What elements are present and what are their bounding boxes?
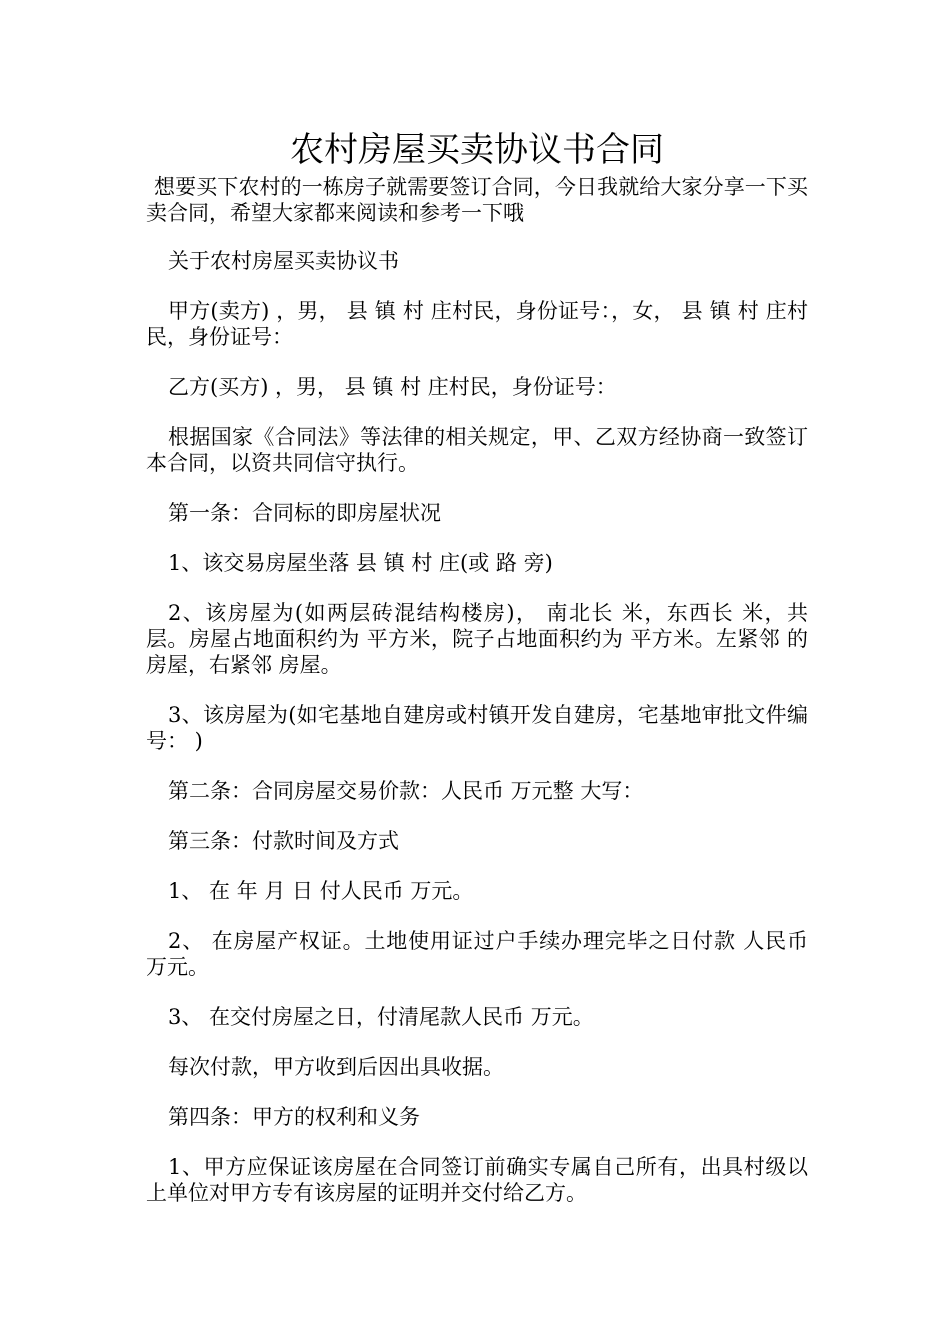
section-heading-agreement: 关于农村房屋买卖协议书 xyxy=(168,249,399,273)
article-1-item-2: 2、该房屋为(如两层砖混结构楼房)， 南北长 米，东西长 米，共 层。房屋占地面积约为 平方米，院子占地面积约为 平方米。左紧邻 的房屋，右紧邻 房屋。 xyxy=(146,601,808,677)
party-a-paragraph: 甲方(卖方) ，男， 县 镇 村 庄村民，身份证号：，女， 县 镇 村 庄村民，身份证号： xyxy=(146,299,808,349)
article-2-heading: 第二条：合同房屋交易价款：人民币 万元整 大写： xyxy=(168,779,644,803)
payment-receipt-note: 每次付款，甲方收到后因出具收据。 xyxy=(168,1055,504,1079)
article-3-item-1: 1、 在 年 月 日 付人民币 万元。 xyxy=(168,879,474,903)
article-1-item-1: 1、该交易房屋坐落 县 镇 村 庄(或 路 旁) xyxy=(168,551,553,575)
legal-basis-paragraph: 根据国家《合同法》等法律的相关规定，甲、乙双方经协商一致签订本合同，以资共同信守执行。 xyxy=(146,425,808,475)
article-3-item-3: 3、 在交付房屋之日，付清尾款人民币 万元。 xyxy=(168,1005,594,1029)
article-3-heading: 第三条：付款时间及方式 xyxy=(168,829,399,853)
article-4-item-1: 1、甲方应保证该房屋在合同签订前确实专属自己所有，出具村级以上单位对甲方专有该房屋的证明并交付给乙方。 xyxy=(146,1155,808,1205)
intro-paragraph: 想要买下农村的一栋房子就需要签订合同，今日我就给大家分享一下买卖合同，希望大家都来阅读和参考一下哦 xyxy=(146,175,808,225)
article-4-heading: 第四条：甲方的权利和义务 xyxy=(168,1105,420,1129)
article-1-heading: 第一条：合同标的即房屋状况 xyxy=(168,501,441,525)
article-3-item-2: 2、 在房屋产权证。土地使用证过户手续办理完毕之日付款 人民币 万元。 xyxy=(146,929,808,979)
article-1-item-3: 3、该房屋为(如宅基地自建房或村镇开发自建房，宅基地审批文件编号： ) xyxy=(146,703,808,753)
document-title: 农村房屋买卖协议书合同 xyxy=(290,130,664,170)
document-body xyxy=(146,128,808,1206)
party-b-paragraph: 乙方(买方) ，男， 县 镇 村 庄村民，身份证号： xyxy=(168,375,617,399)
